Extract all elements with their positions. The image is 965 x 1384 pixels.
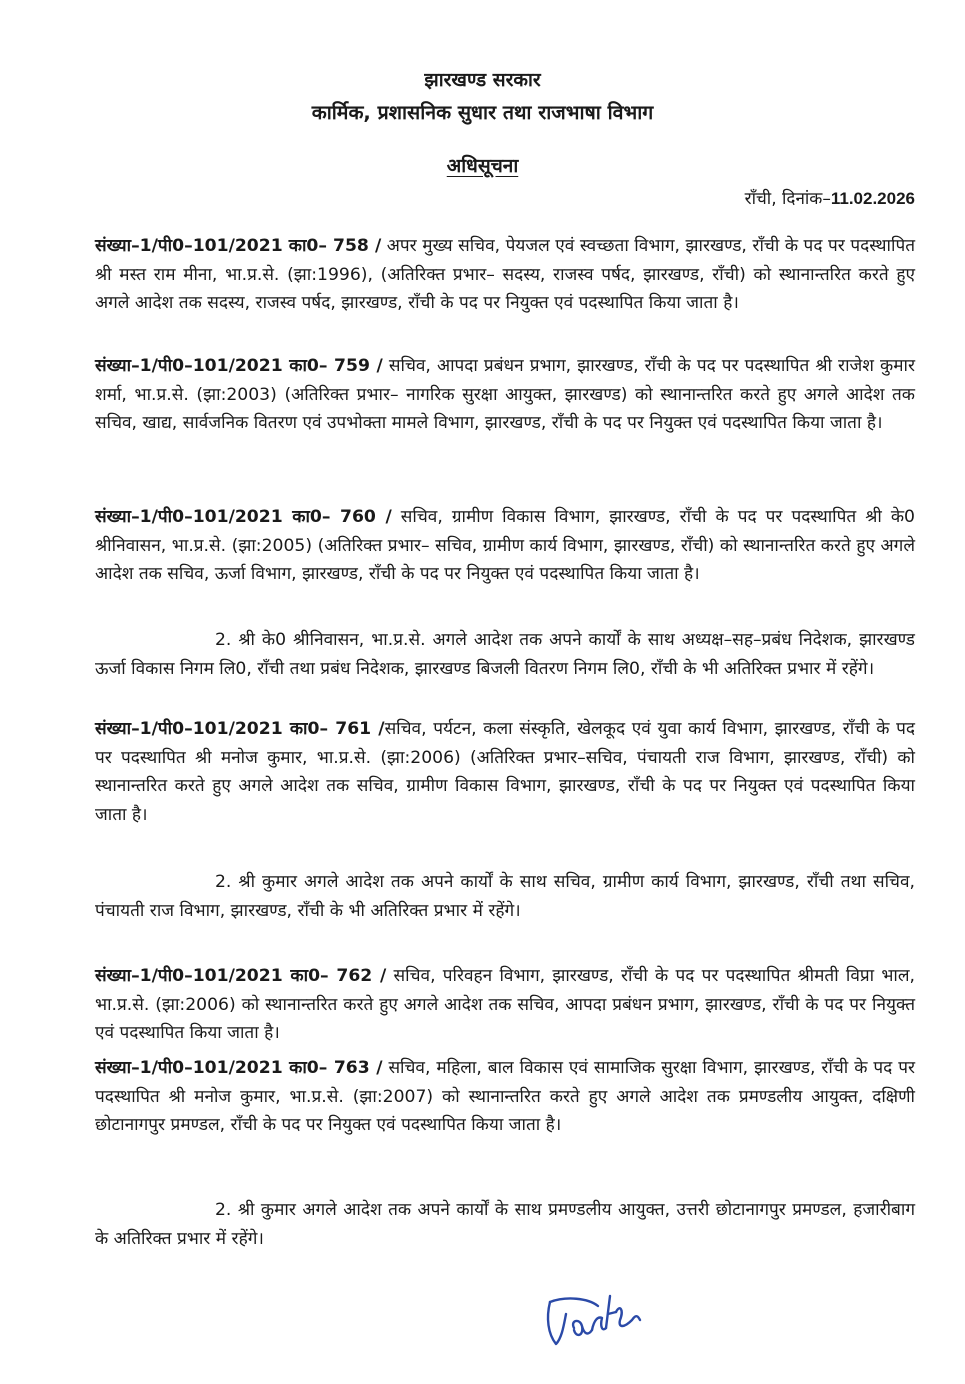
order-763 [95, 1054, 915, 1140]
order-text: अपर मुख्य सचिव, पेयजल एवं स्वच्छता विभाग, झारखण्ड, राँची के पद पर पदस्थापित श्री मस्त राम मीना, भा.प्र.से. (झा:1996), (अतिरिक्त प्रभार– सदस्य, राजस्व पर्षद, झारखण्ड, राँची) को स्थानान्तरित करते हुए अगले आदेश तक सदस्य, राजस्व पर्षद, झारखण्ड, राँची के पद पर नियुक्त एवं पदस्थापित किया जाता है। [95, 236, 915, 313]
order-text: सचिव, ग्रामीण विकास विभाग, झारखण्ड, राँची के पद पर पदस्थापित श्री के0 श्रीनिवासन, भा.प्र.से. (झा:2005) (अतिरिक्त प्रभार– सचिव, ग्रामीण कार्य विभाग, झारखण्ड, राँची) को स्थानान्तरित करते हुए अगले आदेश तक सचिव, ऊर्जा विभाग, झारखण्ड, राँची के पद पर नियुक्त एवं पदस्थापित किया जाता है। [95, 507, 915, 584]
order-760-subclause: 2. श्री के0 श्रीनिवासन, भा.प्र.से. अगले आदेश तक अपने कार्यों के साथ अध्यक्ष–सह–प्रबंध निदेशक, झारखण्ड ऊर्जा विकास निगम लि0, राँची तथा प्रबंध निदेशक, झारखण्ड बिजली वितरण निगम लि0, राँची के भी अतिरिक्त प्रभार में रहेंगे। [95, 630, 915, 679]
date-value: 11.02.2026 [830, 189, 915, 208]
order-761 [95, 715, 915, 829]
order-762 [95, 962, 915, 1048]
order-reference: संख्या–1/पी0–101/2021 का0– 762 / [95, 966, 387, 986]
order-text: सचिव, महिला, बाल विकास एवं सामाजिक सुरक्षा विभाग, झारखण्ड, राँची के पद पर पदस्थापित श्री मनोज कुमार, भा.प्र.से. (झा:2007) को स्थानान्तरित करते हुए अगले आदेश तक प्रमण्डलीय आयुक्त, दक्षिणी छोटानागपुर प्रमण्डल, राँची के पद पर नियुक्त एवं पदस्थापित किया जाता है। [95, 1058, 916, 1135]
handwritten-signature-icon [536, 1284, 666, 1354]
order-761-subclause: 2. श्री कुमार अगले आदेश तक अपने कार्यों के साथ सचिव, ग्रामीण कार्य विभाग, झारखण्ड, राँची तथा सचिव, पंचायती राज विभाग, झारखण्ड, राँची के भी अतिरिक्त प्रभार में रहेंगे। [95, 872, 915, 921]
order-760 [95, 503, 915, 589]
order-text: सचिव, आपदा प्रबंधन प्रभाग, झारखण्ड, राँची के पद पर पदस्थापित श्री राजेश कुमार शर्मा, भा.प्र.से. (झा:2003) (अतिरिक्त प्रभार– नागरिक सुरक्षा आयुक्त, झारखण्ड) को स्थानान्तरित करते हुए अगले आदेश तक सचिव, खाद्य, सार्वजनिक वितरण एवं उपभोक्ता मामले विभाग, झारखण्ड, राँची के पद पर नियुक्त एवं पदस्थापित किया जाता है। [95, 356, 916, 433]
order-reference: संख्या–1/पी0–101/2021 का0– 761 / [95, 719, 385, 739]
order-759 [95, 352, 915, 438]
order-text: सचिव, परिवहन विभाग, झारखण्ड, राँची के पद पर पदस्थापित श्रीमती विप्रा भाल, भा.प्र.से. (झा:2006) को स्थानान्तरित करते हुए अगले आदेश तक सचिव, आपदा प्रबंधन प्रभाग, झारखण्ड, राँची के पद पर नियुक्त एवं पदस्थापित किया जाता है। [95, 966, 915, 1043]
order-reference: संख्या–1/पी0–101/2021 का0– 758 / [95, 236, 382, 256]
place-date: राँची, दिनांक–11.02.2026 [744, 189, 915, 209]
order-text: सचिव, पर्यटन, कला संस्कृति, खेलकूद एवं युवा कार्य विभाग, झारखण्ड, राँची के पद पर पदस्थापित श्री मनोज कुमार, भा.प्र.से. (झा:2006) (अतिरिक्त प्रभार–सचिव, पंचायती राज विभाग, झारखण्ड, राँची) को स्थानान्तरित करते हुए अगले आदेश तक सचिव, ग्रामीण विकास विभाग, झारखण्ड, राँची के पद पर नियुक्त एवं पदस्थापित किया जाता है। [95, 719, 915, 825]
order-reference: संख्या–1/पी0–101/2021 का0– 760 / [95, 507, 392, 527]
notice-title: अधिसूचना [446, 155, 519, 177]
order-763-subclause: 2. श्री कुमार अगले आदेश तक अपने कार्यों के साथ प्रमण्डलीय आयुक्त, उत्तरी छोटानागपुर प्रमण्डल, हजारीबाग के अतिरिक्त प्रभार में रहेंगे। [95, 1200, 915, 1249]
order-758 [95, 232, 915, 318]
order-reference: संख्या–1/पी0–101/2021 का0– 759 / [95, 356, 383, 376]
government-heading: झारखण्ड सरकार [424, 69, 541, 91]
department-heading: कार्मिक, प्रशासनिक सुधार तथा राजभाषा विभाग [311, 101, 654, 124]
order-reference: संख्या–1/पी0–101/2021 का0– 763 / [95, 1058, 383, 1078]
